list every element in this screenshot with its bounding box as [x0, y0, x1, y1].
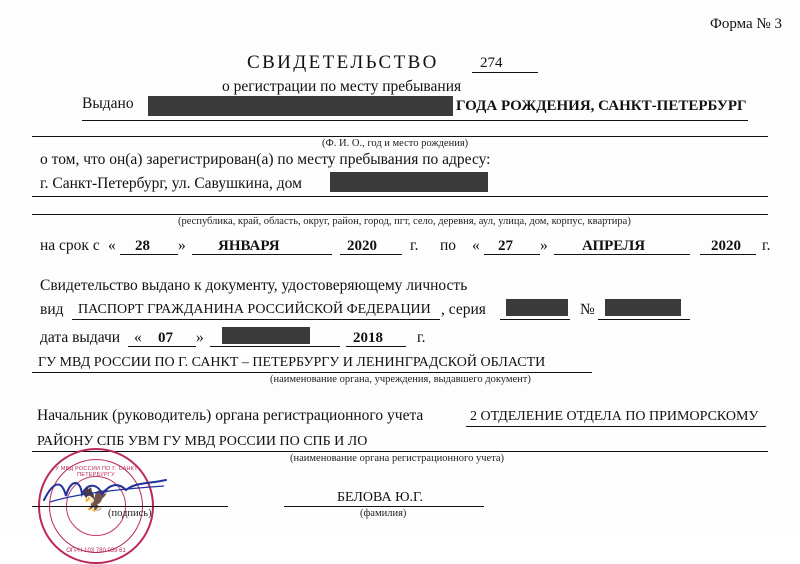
address-redaction	[330, 172, 488, 192]
stamp-bottom-text: ОГРН 103 780 039 61	[66, 548, 126, 554]
term-from-g: г.	[410, 237, 419, 254]
signature-caption: (подпись)	[108, 508, 152, 519]
chief-surname: БЕЛОВА Ю.Г.	[337, 490, 423, 505]
address-underline-1	[32, 196, 768, 197]
term-to-quote-close: »	[540, 237, 548, 254]
issued-to-label: Выдано	[82, 95, 134, 112]
term-month-to: АПРЕЛЯ	[582, 238, 646, 254]
chief-surname-underline	[284, 506, 484, 507]
issue-year-underline	[346, 346, 406, 347]
term-to-quote-open: «	[472, 237, 480, 254]
term-from-quote-close: »	[178, 237, 186, 254]
issued-to-redaction	[148, 96, 453, 116]
issue-month-underline	[210, 346, 340, 347]
issue-day: 07	[158, 330, 173, 346]
term-month-from: ЯНВАРЯ	[218, 238, 280, 254]
document-series-underline	[500, 319, 570, 320]
certificate-number: 274	[480, 55, 503, 71]
signature-underline	[32, 506, 228, 507]
document-number-label: №	[580, 301, 595, 318]
issuing-authority: ГУ МВД РОССИИ ПО Г. САНКТ – ПЕТЕРБУРГУ И ЛЕНИНГРАДСКОЙ ОБЛАСТИ	[38, 355, 546, 370]
certificate-number-underline	[472, 72, 538, 73]
term-month-to-underline	[554, 254, 690, 255]
issue-date-g: г.	[417, 329, 426, 346]
term-year-from: 2020	[347, 238, 377, 254]
issued-to-suffix: ГОДА РОЖДЕНИЯ, САНКТ-ПЕТЕРБУРГ	[456, 98, 747, 114]
document-type-value: ПАСПОРТ ГРАЖДАНИНА РОССИЙСКОЙ ФЕДЕРАЦИИ	[78, 302, 431, 317]
term-day-from-underline	[120, 254, 178, 255]
issuing-authority-caption: (наименование органа, учреждения, выдавшего документ)	[270, 374, 531, 385]
issuing-authority-underline	[32, 372, 592, 373]
document-number-underline	[598, 319, 690, 320]
chief-org-line1: 2 ОТДЕЛЕНИЕ ОТДЕЛА ПО ПРИМОРСКОМУ	[470, 409, 759, 424]
term-day-from: 28	[135, 238, 150, 254]
term-to-g: г.	[762, 237, 771, 254]
issue-date-quote-close: »	[196, 329, 204, 346]
document-subtitle: о регистрации по месту пребывания	[222, 78, 462, 95]
address-caption: (республика, край, область, округ, район, город, пгт, село, деревня, аул, улица, дом, корпус, квартира)	[178, 216, 631, 227]
chief-org-underline-1	[466, 426, 766, 427]
address-value: г. Санкт-Петербург, ул. Савушкина, дом	[40, 175, 302, 192]
registration-statement: о том, что он(а) зарегистрирован(а) по месту пребывания по адресу:	[40, 151, 491, 168]
document-series-label: , серия	[441, 301, 486, 318]
issued-to-underline	[82, 120, 748, 121]
term-year-from-underline	[340, 254, 402, 255]
signature-mark	[40, 478, 170, 504]
chief-label: Начальник (руководитель) органа регистрационного учета	[37, 407, 424, 424]
document-type-label: вид	[40, 301, 64, 318]
term-prefix: на срок с	[40, 237, 100, 254]
chief-org-underline-2	[32, 451, 768, 452]
term-from-quote-open: «	[108, 237, 116, 254]
address-underline-2	[32, 214, 768, 215]
chief-org-line2: РАЙОНУ СПБ УВМ ГУ МВД РОССИИ ПО СПБ И ЛО	[37, 434, 368, 449]
coat-of-arms-icon: 🦅	[81, 487, 111, 513]
fio-caption: (Ф. И. О., год и место рождения)	[322, 138, 469, 149]
document-title: СВИДЕТЕЛЬСТВО	[247, 52, 439, 73]
identity-document-statement: Свидетельство выдано к документу, удостоверяющему личность	[40, 277, 468, 294]
fio-underline	[32, 136, 768, 137]
document-number-redaction	[605, 299, 681, 316]
document-series-redaction	[506, 299, 568, 316]
issue-date-label: дата выдачи	[40, 329, 121, 346]
stamp-top-text: ГУ МВД РОССИИ ПО Г. САНКТ-ПЕТЕРБУРГУ	[52, 466, 140, 478]
term-po: по	[440, 237, 457, 254]
term-day-to-underline	[484, 254, 540, 255]
form-number: Форма № 3	[710, 16, 782, 32]
term-day-to: 27	[498, 238, 513, 254]
issue-day-underline	[128, 346, 196, 347]
term-year-to: 2020	[711, 238, 741, 254]
term-year-to-underline	[700, 254, 756, 255]
issue-month-redaction	[222, 327, 310, 344]
issue-date-quote-open: «	[134, 329, 142, 346]
document-type-underline	[72, 319, 440, 320]
chief-surname-caption: (фамилия)	[360, 508, 407, 519]
chief-org-caption: (наименование органа регистрационного учета)	[290, 453, 505, 464]
term-month-from-underline	[192, 254, 332, 255]
issue-year: 2018	[353, 330, 383, 346]
